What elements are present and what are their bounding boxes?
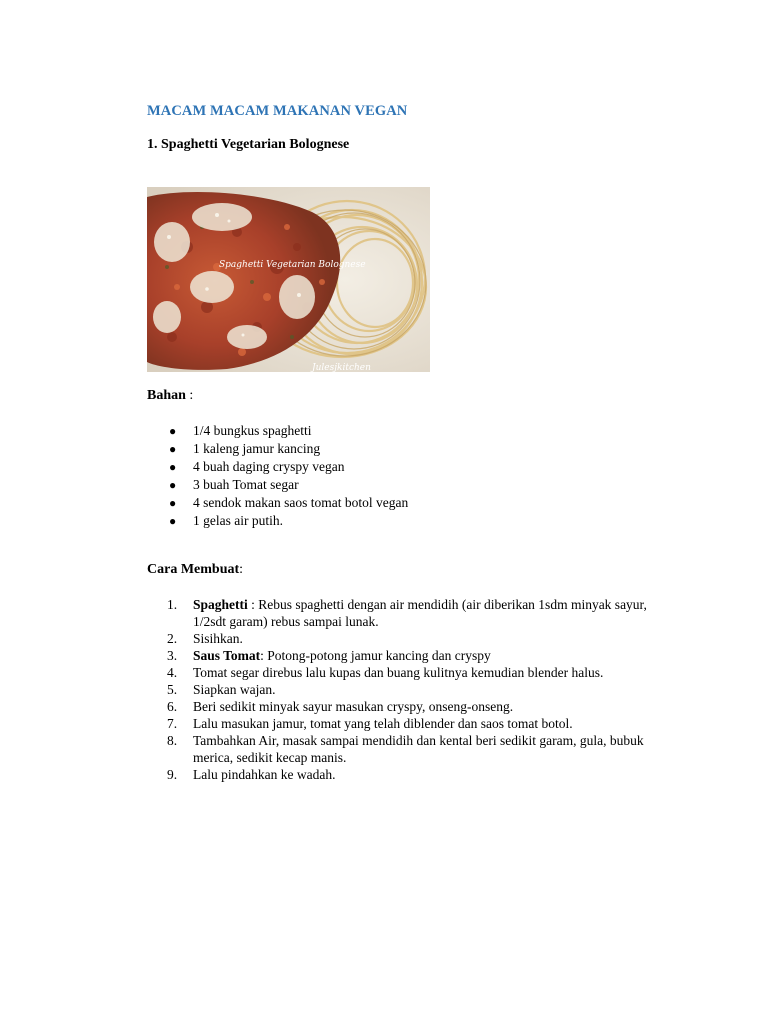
ingredient-text: 3 buah Tomat segar [193, 477, 299, 492]
ingredient-text: 4 buah daging cryspy vegan [193, 459, 345, 474]
step-number: 1. [167, 597, 178, 612]
document-title: MACAM MACAM MAKANAN VEGAN [147, 103, 408, 119]
cara-label-line [147, 562, 243, 578]
photo-caption: Spaghetti Vegetarian Bolognese [219, 260, 366, 270]
step-number: 2. [167, 631, 178, 646]
bullet-icon: ● [169, 460, 177, 474]
bahan-label-suffix: : [185, 388, 194, 403]
step-number: 4. [167, 665, 178, 680]
step-text: Lalu masukan jamur, tomat yang telah diblender dan saos tomat botol. [193, 716, 573, 731]
bullet-icon: ● [169, 442, 177, 456]
bullet-icon: ● [169, 496, 177, 510]
step-item [147, 596, 647, 630]
step-bold-label: Saus Tomat [193, 648, 261, 663]
step-item [147, 647, 647, 664]
ingredient-text: 4 sendok makan saos tomat botol vegan [193, 495, 409, 510]
step-text: Sisihkan. [193, 631, 243, 646]
step-item [147, 664, 647, 681]
ingredient-item [147, 494, 408, 512]
step-number: 6. [167, 699, 178, 714]
step-item [147, 715, 647, 732]
step-number: 9. [167, 767, 178, 782]
ingredient-item [147, 458, 408, 476]
ingredient-item [147, 476, 408, 494]
step-item [147, 766, 647, 783]
photo-watermark: Julesjkitchen [312, 363, 371, 372]
bullet-icon: ● [169, 514, 177, 528]
ingredient-item [147, 422, 408, 440]
bahan-label-line [147, 388, 193, 404]
step-number: 8. [167, 733, 178, 748]
step-item [147, 681, 647, 698]
step-text: Tambahkan Air, masak sampai mendidih dan kental beri sedikit garam, gula, bubuk merica, sedikit kecap manis. [193, 733, 644, 765]
cara-label-suffix: : [239, 562, 244, 577]
step-bold-label: Spaghetti [193, 597, 248, 612]
ingredient-item [147, 440, 408, 458]
ingredient-list [147, 422, 408, 530]
spaghetti-photo [147, 187, 430, 372]
bullet-icon: ● [169, 424, 177, 438]
step-number: 5. [167, 682, 178, 697]
step-number: 7. [167, 716, 178, 731]
step-item [147, 698, 647, 715]
step-text: Tomat segar direbus lalu kupas dan buang kulitnya kemudian blender halus. [193, 665, 604, 680]
step-text: Siapkan wajan. [193, 682, 276, 697]
step-text: Lalu pindahkan ke wadah. [193, 767, 336, 782]
ingredient-item [147, 512, 408, 530]
ingredient-text: 1 kaleng jamur kancing [193, 441, 321, 456]
step-text: : Potong-potong jamur kancing dan cryspy [260, 648, 491, 663]
recipe-heading: 1. Spaghetti Vegetarian Bolognese [147, 137, 350, 152]
bahan-label: Bahan [147, 388, 186, 403]
step-text: Beri sedikit minyak sayur masukan cryspy, onseng-onseng. [193, 699, 514, 714]
step-text: : Rebus spaghetti dengan air mendidih (air diberikan 1sdm minyak sayur, 1/2sdt garam) rebus sampai lunak. [193, 597, 647, 629]
step-item [147, 732, 647, 766]
cara-label: Cara Membuat [147, 562, 240, 577]
step-item [147, 630, 647, 647]
step-number: 3. [167, 648, 178, 663]
step-list [147, 596, 647, 783]
bullet-icon: ● [169, 478, 177, 492]
ingredient-text: 1/4 bungkus spaghetti [193, 423, 312, 438]
ingredient-text: 1 gelas air putih. [193, 513, 283, 528]
